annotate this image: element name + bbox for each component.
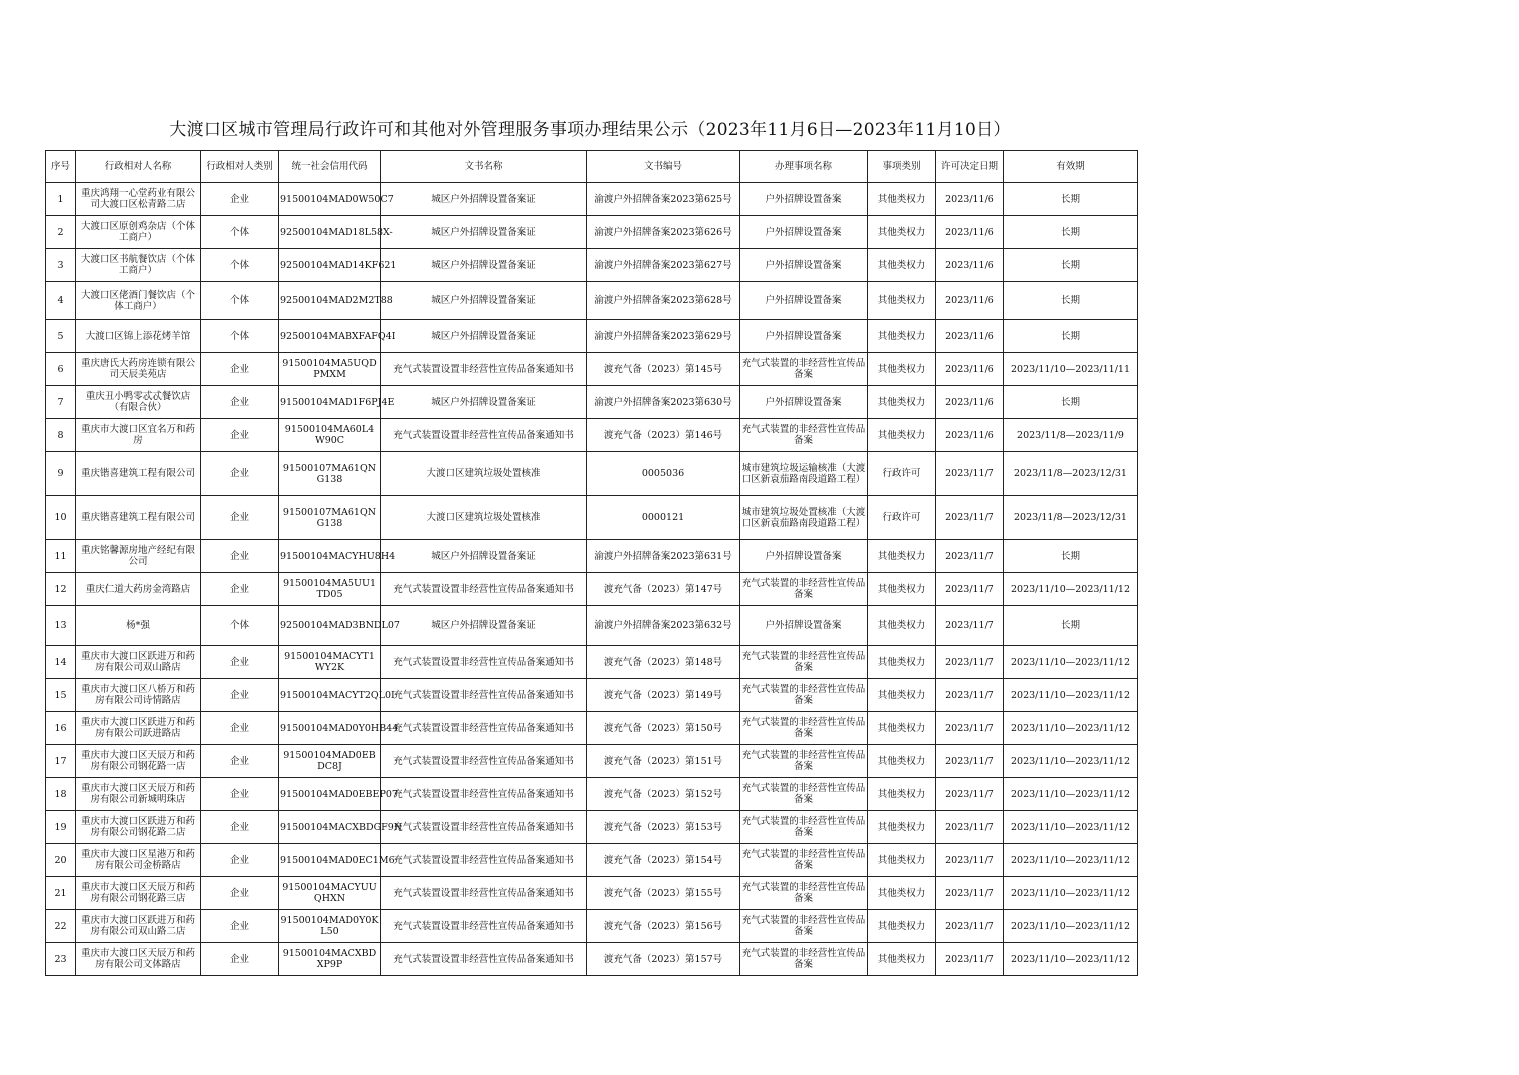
cell-valid: 2023/11/10—2023/11/12 [1004, 877, 1138, 910]
cell-name: 重庆市大渡口区星港万和药房有限公司金桥路店 [76, 844, 201, 877]
cell-doc: 充气式装置设置非经营性宣传品备案通知书 [381, 573, 587, 606]
cell-date: 2023/11/7 [936, 646, 1004, 679]
cell-doc: 充气式装置设置非经营性宣传品备案通知书 [381, 943, 587, 976]
cell-type: 企业 [201, 811, 279, 844]
cell-name: 重庆市大渡口区八桥万和药房有限公司诗情路店 [76, 679, 201, 712]
cell-code: 92500104MAD14KF621 [279, 249, 381, 282]
cell-doc: 充气式装置设置非经营性宣传品备案通知书 [381, 910, 587, 943]
cell-valid: 2023/11/10—2023/11/12 [1004, 844, 1138, 877]
cell-name: 重庆市大渡口区天辰万和药房有限公司文体路店 [76, 943, 201, 976]
cell-name: 重庆锴喜建筑工程有限公司 [76, 452, 201, 496]
cell-code: 92500104MABXFAFQ4I [279, 320, 381, 353]
cell-code: 91500104MAD1F6PJ4E [279, 386, 381, 419]
cell-code: 91500104MAD0EBDC8J [279, 745, 381, 778]
cell-date: 2023/11/6 [936, 216, 1004, 249]
cell-type: 企业 [201, 452, 279, 496]
cell-date: 2023/11/6 [936, 249, 1004, 282]
cell-cat: 其他类权力 [868, 811, 936, 844]
cell-type: 企业 [201, 646, 279, 679]
table-row [46, 606, 1138, 646]
cell-valid: 2023/11/10—2023/11/12 [1004, 573, 1138, 606]
cell-valid: 长期 [1004, 320, 1138, 353]
table-row [46, 216, 1138, 249]
cell-name: 重庆铭馨源房地产经纪有限公司 [76, 540, 201, 573]
cell-item: 充气式装置的非经营性宣传品备案 [740, 910, 868, 943]
cell-doc: 城区户外招牌设置备案证 [381, 216, 587, 249]
cell-item: 充气式装置的非经营性宣传品备案 [740, 844, 868, 877]
cell-code: 91500104MACYT2QL0I [279, 679, 381, 712]
cell-item: 充气式装置的非经营性宣传品备案 [740, 646, 868, 679]
cell-cat: 其他类权力 [868, 943, 936, 976]
cell-item: 户外招牌设置备案 [740, 183, 868, 216]
cell-date: 2023/11/6 [936, 183, 1004, 216]
cell-date: 2023/11/6 [936, 419, 1004, 452]
cell-code: 91500104MACXBDGF9N [279, 811, 381, 844]
cell-type: 个体 [201, 216, 279, 249]
cell-num: 渡充气备（2023）第150号 [587, 712, 740, 745]
cell-cat: 其他类权力 [868, 216, 936, 249]
cell-valid: 2023/11/10—2023/11/12 [1004, 910, 1138, 943]
cell-num: 渡充气备（2023）第149号 [587, 679, 740, 712]
cell-code: 91500104MAD0W50C7 [279, 183, 381, 216]
table-row [46, 943, 1138, 976]
cell-name: 重庆鸿翔一心堂药业有限公司大渡口区松青路二店 [76, 183, 201, 216]
cell-item: 充气式装置的非经营性宣传品备案 [740, 679, 868, 712]
cell-num: 渡充气备（2023）第157号 [587, 943, 740, 976]
cell-num: 渝渡户外招牌备案2023第630号 [587, 386, 740, 419]
cell-type: 企业 [201, 745, 279, 778]
cell-valid: 2023/11/10—2023/11/12 [1004, 646, 1138, 679]
cell-name: 大渡口区佬酒门餐饮店（个体工商户） [76, 282, 201, 320]
cell-type: 企业 [201, 877, 279, 910]
cell-date: 2023/11/7 [936, 573, 1004, 606]
cell-type: 企业 [201, 386, 279, 419]
cell-num: 0000121 [587, 496, 740, 540]
cell-no: 13 [46, 606, 76, 646]
cell-cat: 其他类权力 [868, 712, 936, 745]
cell-type: 企业 [201, 419, 279, 452]
cell-cat: 其他类权力 [868, 419, 936, 452]
cell-valid: 长期 [1004, 606, 1138, 646]
table-row [46, 573, 1138, 606]
cell-item: 户外招牌设置备案 [740, 386, 868, 419]
table-row [46, 452, 1138, 496]
cell-code: 91500104MA5UQDPMXM [279, 353, 381, 386]
cell-valid: 2023/11/8—2023/12/31 [1004, 496, 1138, 540]
cell-code: 91500104MAD0EC1M6 [279, 844, 381, 877]
cell-no: 4 [46, 282, 76, 320]
cell-item: 充气式装置的非经营性宣传品备案 [740, 778, 868, 811]
table-body [46, 183, 1138, 976]
cell-name: 大渡口区书航餐饮店（个体工商户） [76, 249, 201, 282]
cell-doc: 充气式装置设置非经营性宣传品备案通知书 [381, 844, 587, 877]
cell-doc: 城区户外招牌设置备案证 [381, 249, 587, 282]
table-row [46, 679, 1138, 712]
cell-no: 17 [46, 745, 76, 778]
cell-valid: 2023/11/8—2023/11/9 [1004, 419, 1138, 452]
cell-no: 12 [46, 573, 76, 606]
cell-item: 充气式装置的非经营性宣传品备案 [740, 419, 868, 452]
cell-name: 大渡口区锦上添花烤羊馆 [76, 320, 201, 353]
cell-cat: 其他类权力 [868, 910, 936, 943]
cell-code: 91500107MA61QNG138 [279, 452, 381, 496]
cell-doc: 城区户外招牌设置备案证 [381, 320, 587, 353]
cell-name: 重庆市大渡口区跃进万和药房有限公司双山路店 [76, 646, 201, 679]
cell-num: 渡充气备（2023）第148号 [587, 646, 740, 679]
cell-item: 充气式装置的非经营性宣传品备案 [740, 712, 868, 745]
cell-type: 企业 [201, 540, 279, 573]
cell-cat: 其他类权力 [868, 778, 936, 811]
cell-valid: 2023/11/10—2023/11/11 [1004, 353, 1138, 386]
cell-code: 92500104MAD3BNDL07 [279, 606, 381, 646]
cell-name: 大渡口区原创鸡杂店（个体工商户） [76, 216, 201, 249]
cell-doc: 充气式装置设置非经营性宣传品备案通知书 [381, 712, 587, 745]
cell-no: 10 [46, 496, 76, 540]
cell-item: 充气式装置的非经营性宣传品备案 [740, 877, 868, 910]
col-header: 序号 [46, 151, 76, 183]
table-row [46, 745, 1138, 778]
cell-valid: 2023/11/10—2023/11/12 [1004, 943, 1138, 976]
table-row [46, 910, 1138, 943]
col-header: 办理事项名称 [740, 151, 868, 183]
col-header: 文书名称 [381, 151, 587, 183]
cell-code: 91500104MAD0Y0KL50 [279, 910, 381, 943]
cell-item: 充气式装置的非经营性宣传品备案 [740, 811, 868, 844]
cell-no: 21 [46, 877, 76, 910]
page-title: 大渡口区城市管理局行政许可和其他对外管理服务事项办理结果公示（2023年11月6日—2023年11月10日） [169, 120, 1011, 140]
col-header: 行政相对人类别 [201, 151, 279, 183]
cell-valid: 长期 [1004, 249, 1138, 282]
cell-name: 重庆丑小鸭零忒忒餐饮店（有限合伙） [76, 386, 201, 419]
cell-date: 2023/11/6 [936, 353, 1004, 386]
cell-item: 充气式装置的非经营性宣传品备案 [740, 353, 868, 386]
cell-num: 渝渡户外招牌备案2023第628号 [587, 282, 740, 320]
table-row [46, 811, 1138, 844]
cell-no: 18 [46, 778, 76, 811]
cell-item: 充气式装置的非经营性宣传品备案 [740, 943, 868, 976]
cell-doc: 充气式装置设置非经营性宣传品备案通知书 [381, 679, 587, 712]
cell-doc: 充气式装置设置非经营性宣传品备案通知书 [381, 745, 587, 778]
cell-num: 渡充气备（2023）第153号 [587, 811, 740, 844]
cell-item: 充气式装置的非经营性宣传品备案 [740, 573, 868, 606]
cell-type: 企业 [201, 712, 279, 745]
cell-no: 11 [46, 540, 76, 573]
col-header: 文书编号 [587, 151, 740, 183]
cell-name: 重庆唐氏大药房连锁有限公司天辰美苑店 [76, 353, 201, 386]
cell-valid: 2023/11/10—2023/11/12 [1004, 778, 1138, 811]
col-header: 行政相对人名称 [76, 151, 201, 183]
cell-doc: 城区户外招牌设置备案证 [381, 386, 587, 419]
cell-cat: 其他类权力 [868, 540, 936, 573]
cell-item: 户外招牌设置备案 [740, 282, 868, 320]
cell-date: 2023/11/7 [936, 496, 1004, 540]
cell-valid: 2023/11/10—2023/11/12 [1004, 811, 1138, 844]
table-row [46, 320, 1138, 353]
cell-doc: 充气式装置设置非经营性宣传品备案通知书 [381, 811, 587, 844]
cell-name: 重庆市大渡口区天辰万和药房有限公司钢花路一店 [76, 745, 201, 778]
cell-type: 企业 [201, 353, 279, 386]
cell-no: 14 [46, 646, 76, 679]
table-header-row [46, 151, 1138, 183]
cell-cat: 其他类权力 [868, 679, 936, 712]
cell-date: 2023/11/7 [936, 712, 1004, 745]
cell-num: 0005036 [587, 452, 740, 496]
table-row [46, 844, 1138, 877]
cell-valid: 长期 [1004, 183, 1138, 216]
cell-valid: 长期 [1004, 282, 1138, 320]
cell-cat: 行政许可 [868, 452, 936, 496]
cell-num: 渡充气备（2023）第146号 [587, 419, 740, 452]
cell-code: 91500104MACYUUQHXN [279, 877, 381, 910]
cell-valid: 2023/11/8—2023/12/31 [1004, 452, 1138, 496]
table-row [46, 183, 1138, 216]
table-row [46, 249, 1138, 282]
cell-code: 91500104MACYHU8H4 [279, 540, 381, 573]
cell-num: 渡充气备（2023）第155号 [587, 877, 740, 910]
cell-date: 2023/11/6 [936, 282, 1004, 320]
cell-no: 15 [46, 679, 76, 712]
cell-name: 重庆锴喜建筑工程有限公司 [76, 496, 201, 540]
cell-type: 企业 [201, 778, 279, 811]
cell-code: 91500104MA60L4W90C [279, 419, 381, 452]
table-row [46, 419, 1138, 452]
col-header: 事项类别 [868, 151, 936, 183]
cell-item: 城市建筑垃圾处置核准（大渡口区新袁茄路南段道路工程） [740, 496, 868, 540]
cell-no: 3 [46, 249, 76, 282]
cell-item: 充气式装置的非经营性宣传品备案 [740, 745, 868, 778]
cell-no: 20 [46, 844, 76, 877]
table-row [46, 646, 1138, 679]
cell-doc: 大渡口区建筑垃圾处置核准 [381, 452, 587, 496]
cell-cat: 其他类权力 [868, 646, 936, 679]
cell-cat: 其他类权力 [868, 606, 936, 646]
cell-item: 城市建筑垃圾运输核准（大渡口区新袁茄路南段道路工程） [740, 452, 868, 496]
cell-cat: 其他类权力 [868, 320, 936, 353]
cell-item: 户外招牌设置备案 [740, 606, 868, 646]
cell-no: 6 [46, 353, 76, 386]
cell-date: 2023/11/7 [936, 452, 1004, 496]
cell-code: 91500104MA5UU1TD05 [279, 573, 381, 606]
cell-no: 19 [46, 811, 76, 844]
cell-valid: 长期 [1004, 540, 1138, 573]
cell-code: 91500104MAD0EBEP07 [279, 778, 381, 811]
cell-name: 重庆市大渡口区宜名万和药房 [76, 419, 201, 452]
cell-cat: 其他类权力 [868, 386, 936, 419]
cell-num: 渡充气备（2023）第151号 [587, 745, 740, 778]
cell-code: 92500104MAD18L58X- [279, 216, 381, 249]
cell-valid: 2023/11/10—2023/11/12 [1004, 679, 1138, 712]
cell-type: 企业 [201, 573, 279, 606]
cell-type: 企业 [201, 943, 279, 976]
cell-num: 渡充气备（2023）第152号 [587, 778, 740, 811]
cell-doc: 城区户外招牌设置备案证 [381, 606, 587, 646]
cell-code: 91500107MA61QNG138 [279, 496, 381, 540]
cell-no: 23 [46, 943, 76, 976]
cell-date: 2023/11/7 [936, 606, 1004, 646]
cell-no: 2 [46, 216, 76, 249]
cell-date: 2023/11/7 [936, 540, 1004, 573]
cell-name: 重庆市大渡口区跃进万和药房有限公司跃进路店 [76, 712, 201, 745]
cell-doc: 充气式装置设置非经营性宣传品备案通知书 [381, 646, 587, 679]
cell-doc: 大渡口区建筑垃圾处置核准 [381, 496, 587, 540]
cell-name: 重庆仁道大药房金湾路店 [76, 573, 201, 606]
cell-num: 渝渡户外招牌备案2023第629号 [587, 320, 740, 353]
cell-name: 重庆市大渡口区天辰万和药房有限公司新城明珠店 [76, 778, 201, 811]
cell-valid: 2023/11/10—2023/11/12 [1004, 745, 1138, 778]
cell-type: 企业 [201, 844, 279, 877]
cell-cat: 其他类权力 [868, 573, 936, 606]
cell-doc: 城区户外招牌设置备案证 [381, 183, 587, 216]
cell-item: 户外招牌设置备案 [740, 540, 868, 573]
cell-cat: 其他类权力 [868, 745, 936, 778]
cell-code: 91500104MACYT1WY2K [279, 646, 381, 679]
cell-cat: 其他类权力 [868, 183, 936, 216]
cell-cat: 其他类权力 [868, 249, 936, 282]
cell-cat: 其他类权力 [868, 844, 936, 877]
table-row [46, 282, 1138, 320]
cell-date: 2023/11/7 [936, 679, 1004, 712]
cell-num: 渡充气备（2023）第154号 [587, 844, 740, 877]
cell-no: 7 [46, 386, 76, 419]
col-header: 许可决定日期 [936, 151, 1004, 183]
cell-no: 22 [46, 910, 76, 943]
cell-date: 2023/11/7 [936, 943, 1004, 976]
cell-num: 渝渡户外招牌备案2023第626号 [587, 216, 740, 249]
cell-doc: 充气式装置设置非经营性宣传品备案通知书 [381, 877, 587, 910]
cell-no: 1 [46, 183, 76, 216]
col-header: 统一社会信用代码 [279, 151, 381, 183]
col-header: 有效期 [1004, 151, 1138, 183]
table-row [46, 712, 1138, 745]
cell-no: 5 [46, 320, 76, 353]
table-row [46, 386, 1138, 419]
cell-item: 户外招牌设置备案 [740, 216, 868, 249]
cell-cat: 行政许可 [868, 496, 936, 540]
cell-num: 渝渡户外招牌备案2023第632号 [587, 606, 740, 646]
cell-type: 个体 [201, 249, 279, 282]
cell-num: 渡充气备（2023）第145号 [587, 353, 740, 386]
cell-doc: 充气式装置设置非经营性宣传品备案通知书 [381, 778, 587, 811]
cell-cat: 其他类权力 [868, 282, 936, 320]
cell-valid: 长期 [1004, 216, 1138, 249]
cell-doc: 城区户外招牌设置备案证 [381, 540, 587, 573]
cell-no: 16 [46, 712, 76, 745]
cell-doc: 充气式装置设置非经营性宣传品备案通知书 [381, 353, 587, 386]
table-row [46, 353, 1138, 386]
cell-date: 2023/11/7 [936, 745, 1004, 778]
cell-num: 渝渡户外招牌备案2023第631号 [587, 540, 740, 573]
cell-valid: 长期 [1004, 386, 1138, 419]
cell-date: 2023/11/7 [936, 910, 1004, 943]
cell-type: 企业 [201, 910, 279, 943]
cell-date: 2023/11/7 [936, 811, 1004, 844]
cell-code: 92500104MAD2M2T88 [279, 282, 381, 320]
cell-type: 个体 [201, 282, 279, 320]
cell-name: 重庆市大渡口区天辰万和药房有限公司钢花路三店 [76, 877, 201, 910]
cell-cat: 其他类权力 [868, 353, 936, 386]
table-row [46, 877, 1138, 910]
cell-type: 个体 [201, 320, 279, 353]
cell-type: 企业 [201, 679, 279, 712]
cell-item: 户外招牌设置备案 [740, 320, 868, 353]
cell-no: 9 [46, 452, 76, 496]
table-row [46, 778, 1138, 811]
cell-type: 个体 [201, 606, 279, 646]
cell-name: 杨*强 [76, 606, 201, 646]
cell-num: 渝渡户外招牌备案2023第627号 [587, 249, 740, 282]
cell-type: 企业 [201, 496, 279, 540]
cell-date: 2023/11/6 [936, 320, 1004, 353]
cell-date: 2023/11/7 [936, 778, 1004, 811]
results-table [45, 150, 1138, 976]
cell-name: 重庆市大渡口区跃进万和药房有限公司钢花路二店 [76, 811, 201, 844]
cell-doc: 城区户外招牌设置备案证 [381, 282, 587, 320]
cell-name: 重庆市大渡口区跃进万和药房有限公司双山路二店 [76, 910, 201, 943]
cell-code: 91500104MAD0Y0HB44 [279, 712, 381, 745]
cell-date: 2023/11/7 [936, 844, 1004, 877]
table-row [46, 496, 1138, 540]
cell-no: 8 [46, 419, 76, 452]
cell-item: 户外招牌设置备案 [740, 249, 868, 282]
cell-num: 渝渡户外招牌备案2023第625号 [587, 183, 740, 216]
table-row [46, 540, 1138, 573]
cell-code: 91500104MACXBDXP9P [279, 943, 381, 976]
cell-doc: 充气式装置设置非经营性宣传品备案通知书 [381, 419, 587, 452]
cell-date: 2023/11/7 [936, 877, 1004, 910]
cell-num: 渡充气备（2023）第147号 [587, 573, 740, 606]
cell-type: 企业 [201, 183, 279, 216]
cell-cat: 其他类权力 [868, 877, 936, 910]
cell-num: 渡充气备（2023）第156号 [587, 910, 740, 943]
cell-date: 2023/11/6 [936, 386, 1004, 419]
cell-valid: 2023/11/10—2023/11/12 [1004, 712, 1138, 745]
